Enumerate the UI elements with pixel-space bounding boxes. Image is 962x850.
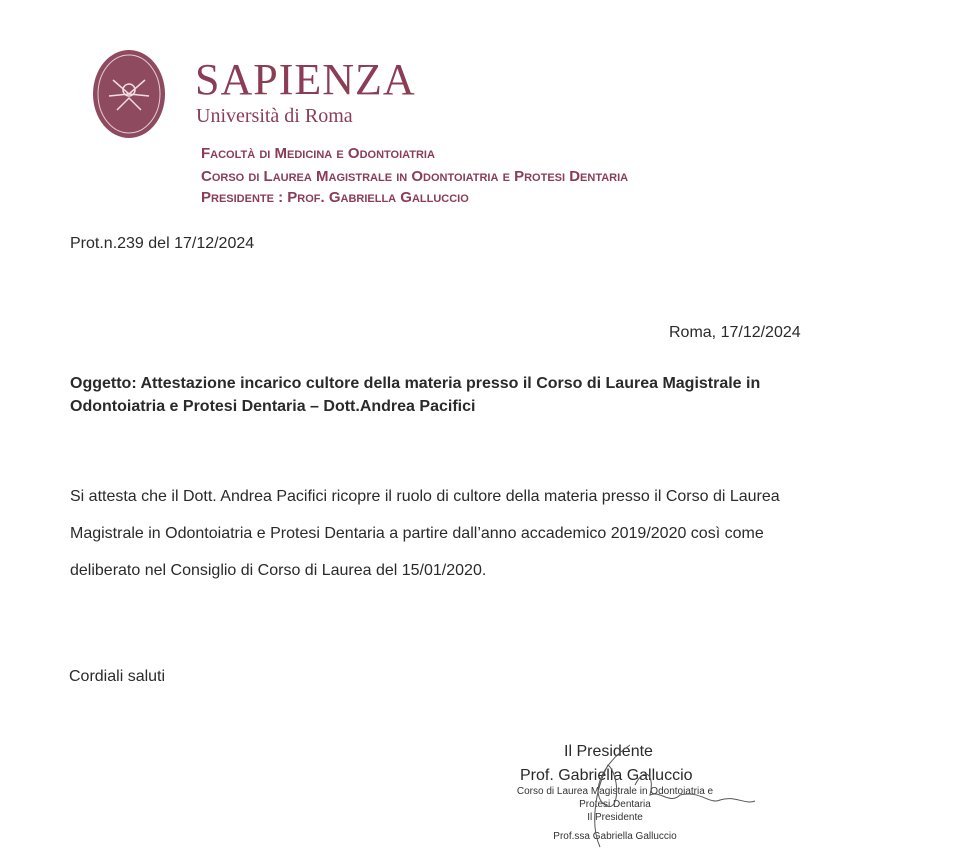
stamp-line: Il Presidente [587,812,643,823]
handwritten-signature [560,735,760,850]
body-text [70,478,780,589]
body-line: Si attesta che il Dott. Andrea Pacifici ricopre il ruolo di cultore della materia presso il Corso di Laurea [70,488,780,505]
stamp-line: Corso di Laurea Magistrale in Odontoiatria e [516,786,714,797]
stamp-line: Prof.ssa Gabriella Galluccio [553,831,677,842]
university-seal-logo [93,50,165,138]
subject-line: Oggetto: Attestazione incarico cultore della materia presso il Corso di Laurea Magistrale in [70,375,761,392]
stamp-line: Protesi Dentaria [579,799,651,810]
brand-name: SAPIENZA [195,55,416,104]
closing: Cordiali saluti [69,668,166,685]
university-name: Università di Roma [196,105,353,127]
protocol-number: Prot.n.239 del 17/12/2024 [70,235,255,252]
body-line: deliberato nel Consiglio di Corso di Laurea del 15/01/2020. [70,562,487,579]
signature-title: Il Presidente [564,743,653,760]
faculty-name: Facoltà di Medicina e Odontoiatria [201,145,435,162]
subject-line: Odontoiatria e Protesi Dentaria – Dott.Andrea Pacifici [70,398,476,415]
signature-name: Prof. Gabriella Galluccio [520,767,693,784]
president-line: Presidente : Prof. Gabriella Galluccio [201,189,469,206]
subject [70,372,760,418]
place-date: Roma, 17/12/2024 [669,324,801,341]
course-name: Corso di Laurea Magistrale in Odontoiatria e Protesi Dentaria [201,168,629,185]
body-line: Magistrale in Odontoiatria e Protesi Dentaria a partire dall’anno accademico 2019/2020 così come [70,525,764,542]
